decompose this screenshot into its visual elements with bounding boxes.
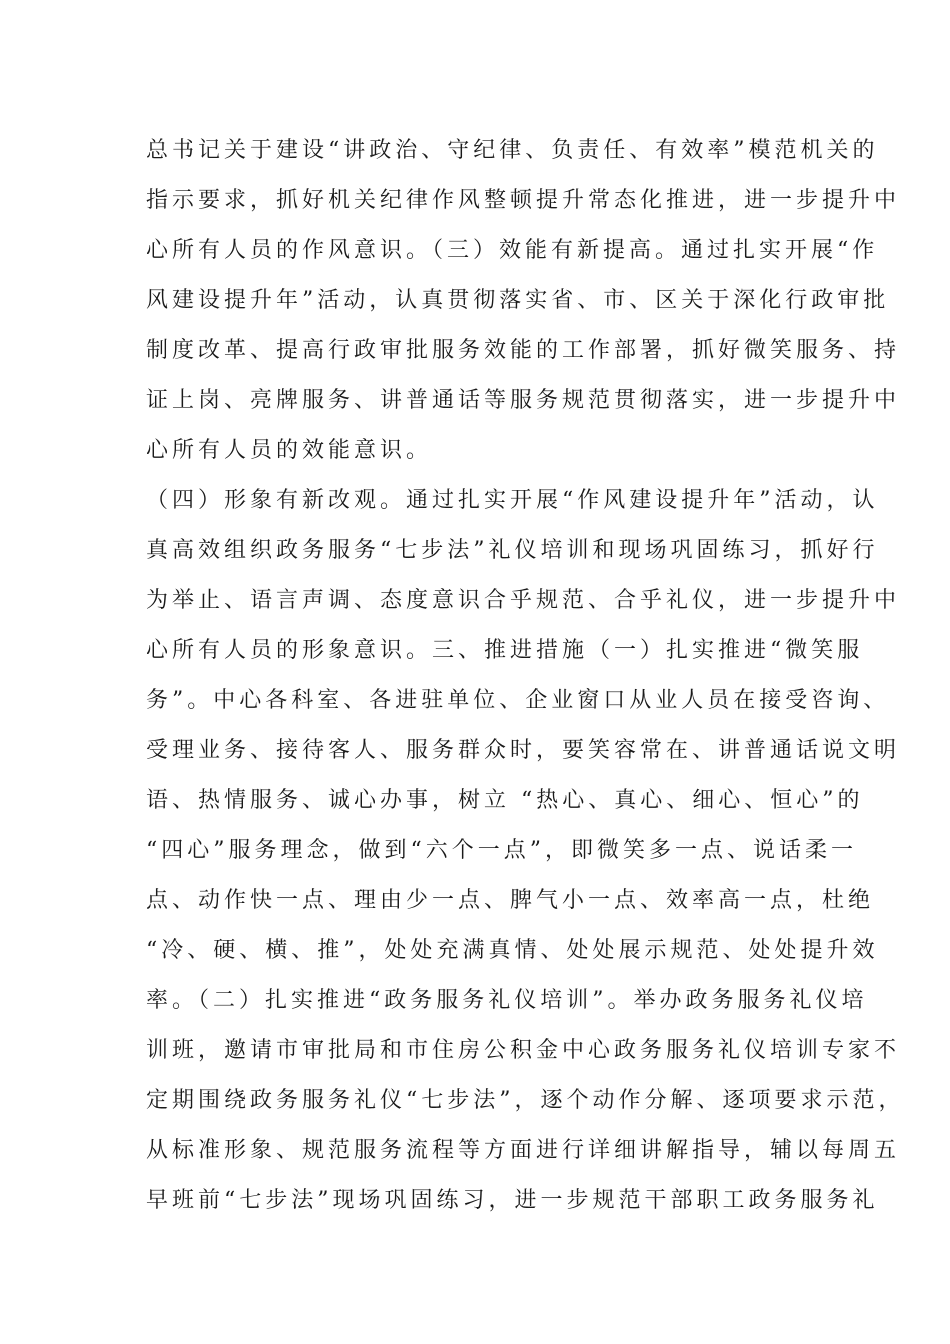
text-line: 点、动作快一点、理由少一点、脾气小一点、效率高一点，杜绝	[146, 888, 875, 913]
text-line: 定期围绕政务服务礼仪“七步法”，逐个动作分解、逐项要求示范，	[146, 1088, 905, 1113]
text-line: 训班，邀请市审批局和市住房公积金中心政务服务礼仪培训专家不	[146, 1038, 901, 1063]
text-line: 从标准形象、规范服务流程等方面进行详细讲解指导，辅以每周五	[146, 1138, 901, 1163]
text-line: 语、热情服务、诚心办事，树立 “热心、真心、细心、恒心”的	[146, 788, 864, 813]
text-line: 真高效组织政务服务“七步法”礼仪培训和现场巩固练习，抓好行	[146, 538, 879, 563]
text-line: 风建设提升年”活动，认真贯彻落实省、市、区关于深化行政审批	[146, 288, 890, 313]
text-line: 务”。中心各科室、各进驻单位、企业窗口从业人员在接受咨询、	[146, 688, 890, 713]
text-line: 受理业务、接待客人、服务群众时，要笑容常在、讲普通话说文明	[146, 738, 901, 763]
text-line: 证上岗、亮牌服务、讲普通话等服务规范贯彻落实，进一步提升中	[146, 388, 901, 413]
text-line: 率。（二）扎实推进“政务服务礼仪培训”。举办政务服务礼仪培	[146, 988, 868, 1013]
text-line: 早班前“七步法”现场巩固练习，进一步规范干部职工政务服务礼	[146, 1188, 879, 1213]
text-line: “四心”服务理念，做到“六个一点”，即微笑多一点、说话柔一	[146, 838, 857, 863]
text-line: （四）形象有新改观。通过扎实开展“作风建设提升年”活动，认	[146, 488, 879, 513]
text-line: 制度改革、提高行政审批服务效能的工作部署，抓好微笑服务、持	[146, 338, 901, 363]
text-line: “冷、硬、横、推”，处处充满真情、处处展示规范、处处提升效	[146, 938, 879, 963]
text-line: 总书记关于建设“讲政治、守纪律、负责任、有效率”模范机关的	[146, 138, 879, 163]
paragraph-work-style	[146, 126, 901, 476]
text-line: 为举止、语言声调、态度意识合乎规范、合乎礼仪，进一步提升中	[146, 588, 901, 613]
text-line: 心所有人员的形象意识。三、推进措施（一）扎实推进“微笑服	[146, 638, 864, 663]
text-line: 心所有人员的效能意识。	[146, 438, 433, 463]
text-line: 心所有人员的作风意识。（三）效能有新提高。通过扎实开展“作	[146, 238, 879, 263]
paragraph-image-measures	[146, 476, 905, 1226]
text-line: 指示要求，抓好机关纪律作风整顿提升常态化推进，进一步提升中	[146, 188, 901, 213]
